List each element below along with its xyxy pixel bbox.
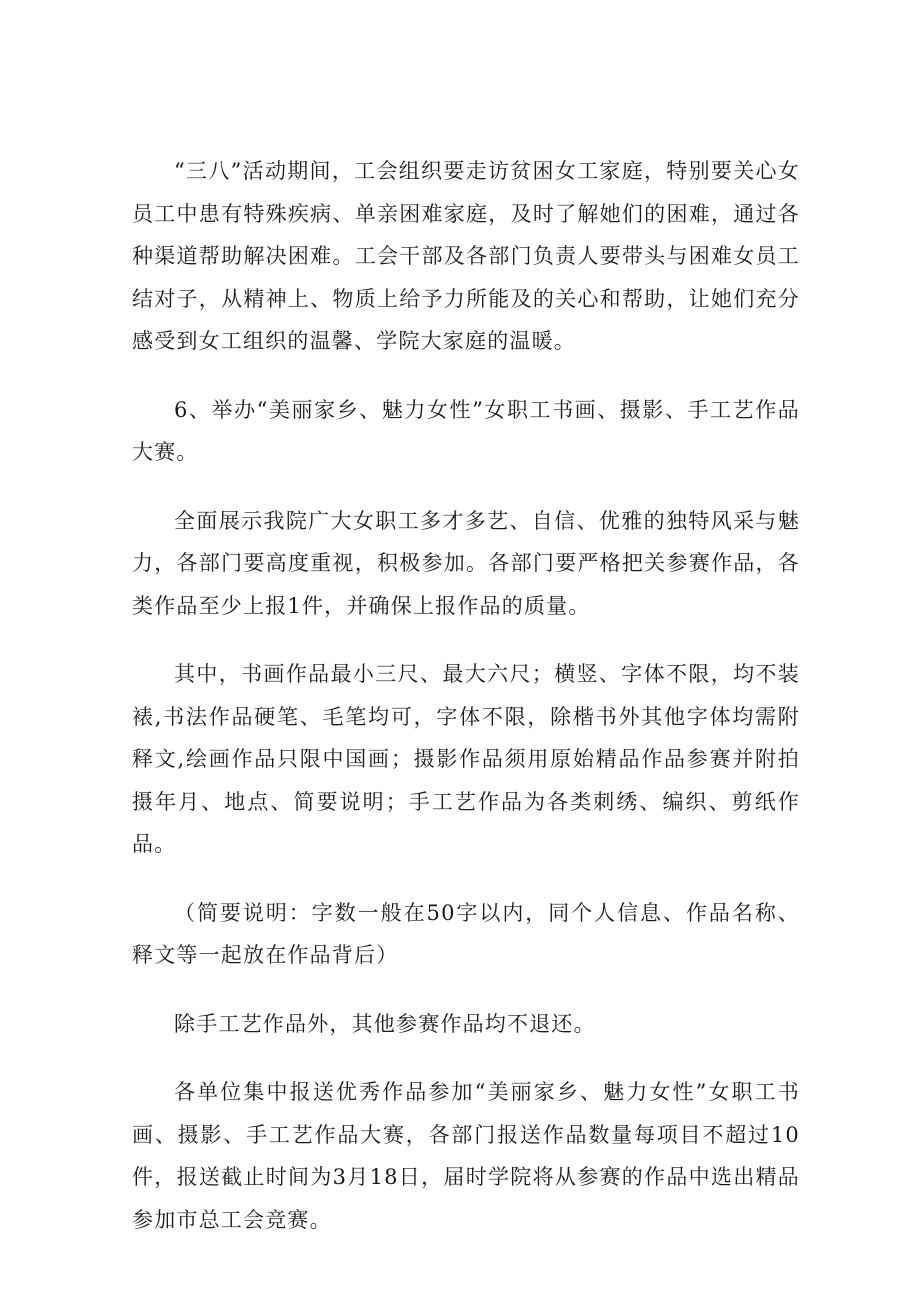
paragraph-contest-heading: 6、举办“美丽家乡、魅力女性”女职工书画、摄影、手工艺作品大赛。 [132, 397, 800, 464]
paragraph-contest-overview: 全面展示我院广大女职工多才多艺、自信、优雅的独特风采与魅力，各部门要高度重视，积极参加。各部门要严格把关参赛作品，各类作品至少上报1件，并确保上报作品的质量。 [132, 508, 800, 618]
paragraph-visit-families: “三八”活动期间，工会组织要走访贫困女工家庭，特别要关心女员工中患有特殊疾病、单亲困难家庭，及时了解她们的困难，通过各种渠道帮助解决困难。工会干部及各部门负责人要带头与困难女员工结对子，从精神上、物质上给予力所能及的关心和帮助，让她们充分感受到女工组织的温馨、学院大家庭的温暖。 [132, 159, 800, 353]
paragraph-no-return: 除手工艺作品外，其他参赛作品均不退还。 [174, 1011, 596, 1036]
paragraph-submission-deadline: 各单位集中报送优秀作品参加“美丽家乡、魅力女性”女职工书画、摄影、手工艺作品大赛，各部门报送作品数量每项目不超过10件，报送截止时间为3月18日，届时学院将从参赛的作品中选出精品参加市总工会竞赛。 [132, 1080, 800, 1232]
document-body [132, 150, 800, 1241]
paragraph-entry-requirements: 其中，书画作品最小三尺、最大六尺；横竖、字体不限，均不装裱,书法作品硬笔、毛笔均可，字体不限，除楷书外其他字体均需附释文,绘画作品只限中国画；摄影作品须用原始精品作品参赛并附拍摄年月、地点、简要说明；手工艺作品为各类刺绣、编织、剪纸作品。 [132, 662, 800, 856]
paragraph-description-note: （简要说明：字数一般在50字以内，同个人信息、作品名称、释文等一起放在作品背后） [132, 900, 800, 967]
